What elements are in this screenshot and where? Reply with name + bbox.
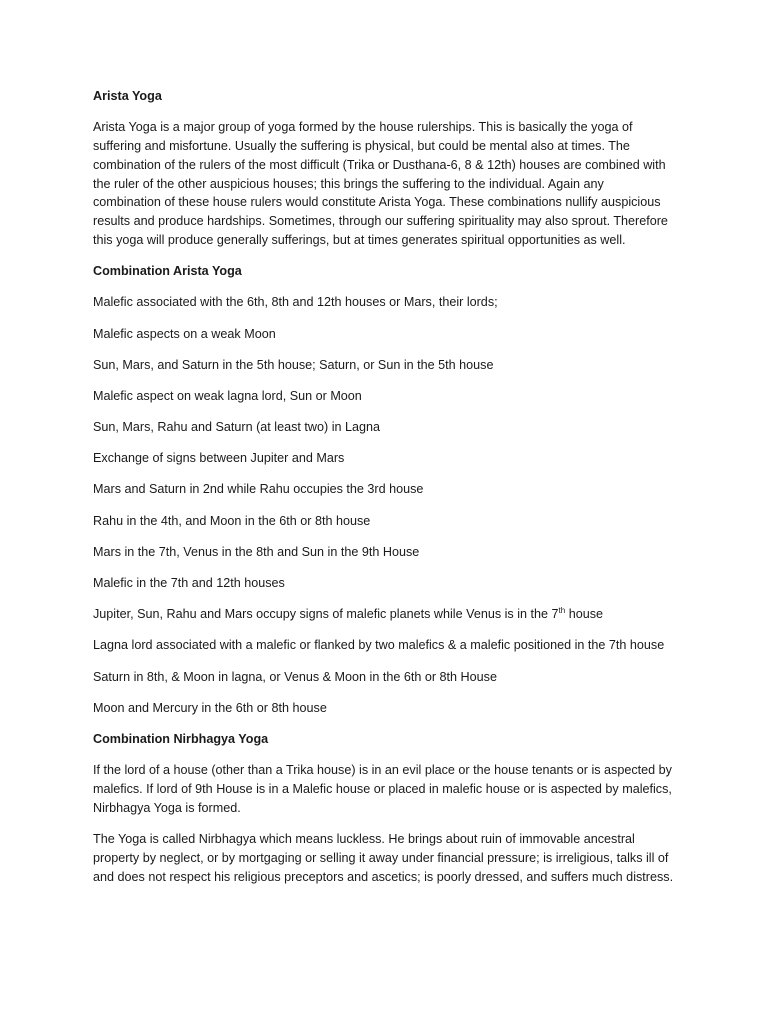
section-heading-nirbhagya: Combination Nirbhagya Yoga: [93, 731, 269, 746]
nirbhagya-paragraph-1: If the lord of a house (other than a Trika house) is in an evil place or the house tenants or is aspected by malefics. If lord of 9th House is in a Malefic house or placed in malefic house or is aspected by malefics, Nirbhagya Yoga is formed.: [93, 763, 672, 815]
list-item: Mars in the 7th, Venus in the 8th and Sun in the 9th House: [93, 544, 420, 559]
section-heading-arista: Combination Arista Yoga: [93, 264, 242, 279]
list-item: Moon and Mercury in the 6th or 8th house: [93, 700, 327, 715]
list-item: Sun, Mars, Rahu and Saturn (at least two) in Lagna: [93, 420, 381, 435]
intro-paragraph: Arista Yoga is a major group of yoga formed by the house rulerships. This is basically the yoga of suffering and misfortune. Usually the suffering is physical, but could be mental also at times. The combination of the rulers of the most difficult (Trika or Dusthana-6, 8 & 12th) houses are combined with the ruler of the other auspicious houses; this brings the suffering to the individual. Again any combination of these house rulers would constitute Arista Yoga. These combinations nullify auspicious results and produce hardships. Sometimes, through our suffering spirituality may also sprout. Therefore this yoga will produce generally sufferings, but at times generates spiritual opportunities as well.: [93, 120, 668, 247]
list-item-text: Jupiter, Sun, Rahu and Mars occupy signs of malefic planets while Venus is in the 7: [93, 607, 559, 622]
list-item: Lagna lord associated with a malefic or flanked by two malefics & a malefic positioned in the 7th house: [93, 638, 665, 653]
document-title: Arista Yoga: [93, 89, 162, 103]
list-item: Malefic associated with the 6th, 8th and 12th houses or Mars, their lords;: [93, 295, 498, 310]
list-item: Rahu in the 4th, and Moon in the 6th or 8th house: [93, 513, 371, 528]
document-page: [93, 87, 675, 899]
list-item: Malefic aspect on weak lagna lord, Sun or Moon: [93, 388, 362, 403]
nirbhagya-paragraph-2: The Yoga is called Nirbhagya which means luckless. He brings about ruin of immovable ancestral property by neglect, or by mortgaging or selling it away under financial pressure; is irreligious, talks ill of and does not respect his religious preceptors and ascetics; is poorly dressed, and suffers much distress.: [93, 831, 674, 884]
list-item: Malefic aspects on a weak Moon: [93, 326, 276, 341]
list-item-text-end: house: [565, 607, 604, 622]
list-item: Malefic in the 7th and 12th houses: [93, 576, 285, 591]
list-item: Exchange of signs between Jupiter and Mars: [93, 451, 345, 466]
list-item: Sun, Mars, and Saturn in the 5th house; Saturn, or Sun in the 5th house: [93, 357, 494, 372]
list-item: [93, 605, 675, 624]
ordinal-superscript: th: [558, 606, 566, 616]
list-item: Mars and Saturn in 2nd while Rahu occupies the 3rd house: [93, 482, 424, 497]
list-item: Saturn in 8th, & Moon in lagna, or Venus & Moon in the 6th or 8th House: [93, 669, 497, 684]
